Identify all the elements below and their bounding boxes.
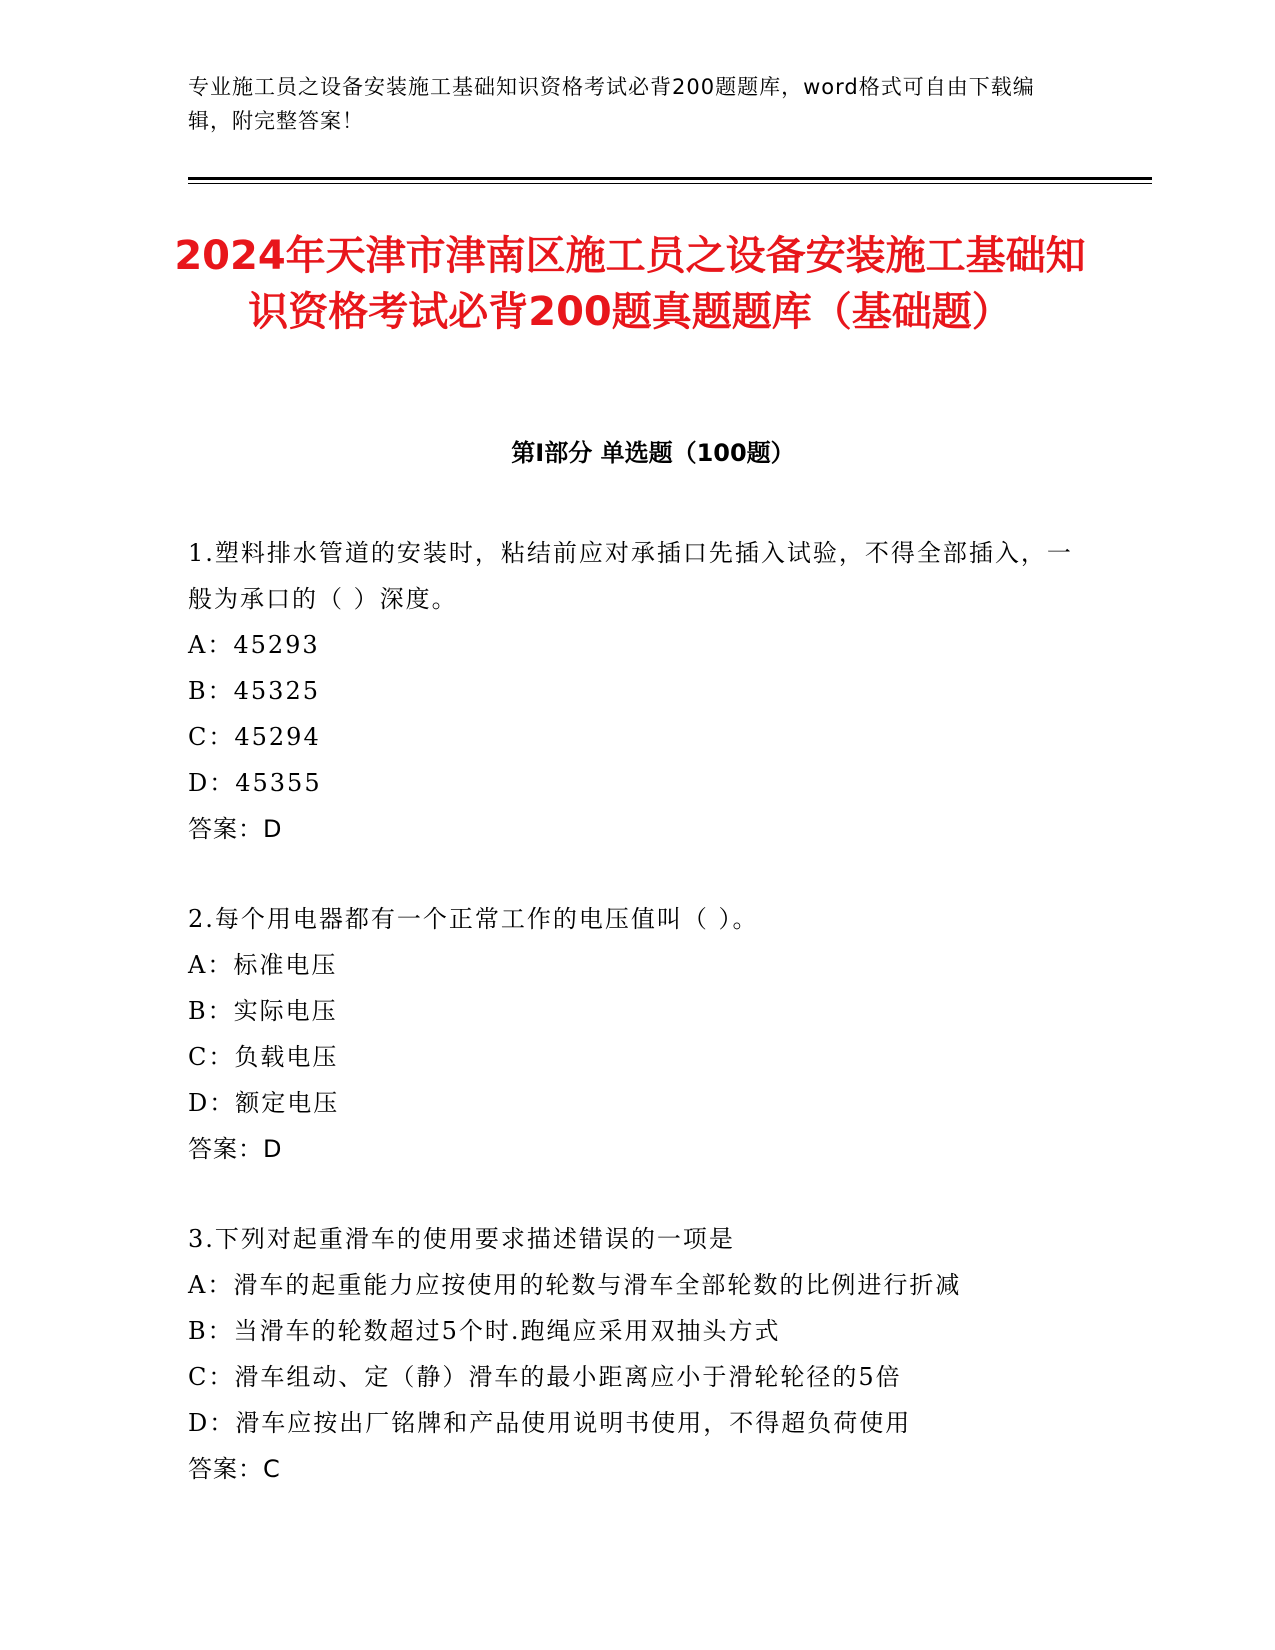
option-c: C：滑车组动、定（静）滑车的最小距离应小于滑轮轮径的5倍: [188, 1363, 902, 1391]
option-c: C：45294: [188, 723, 321, 751]
option-d: D：45355: [188, 769, 322, 797]
option-a: A：45293: [188, 631, 320, 659]
section-heading: 第I部分 单选题（100题）: [511, 439, 795, 467]
question-stem: 2.每个用电器都有一个正常工作的电压值叫（ ）。: [188, 905, 759, 933]
question-stem: 3.下列对起重滑车的使用要求描述错误的一项是: [188, 1225, 735, 1253]
question-list: [188, 530, 1078, 1536]
answer: 答案：C: [188, 1455, 281, 1483]
option-d: D：额定电压: [188, 1089, 340, 1117]
option-b: B：45325: [188, 677, 320, 705]
header-divider-thin: [188, 183, 1152, 184]
option-a: A：标准电压: [188, 951, 338, 979]
header-note: 专业施工员之设备安装施工基础知识资格考试必背200题题库，word格式可自由下载编辑，附完整答案！: [188, 75, 1035, 133]
option-b: B：当滑车的轮数超过5个时.跑绳应采用双抽头方式: [188, 1317, 781, 1345]
header-divider-thick: [188, 177, 1152, 180]
option-b: B：实际电压: [188, 997, 338, 1025]
option-c: C：负载电压: [188, 1043, 339, 1071]
answer: 答案：D: [188, 1135, 283, 1163]
option-a: A：滑车的起重能力应按使用的轮数与滑车全部轮数的比例进行折减: [188, 1271, 962, 1299]
answer: 答案：D: [188, 815, 283, 843]
option-d: D：滑车应按出厂铭牌和产品使用说明书使用，不得超负荷使用: [188, 1409, 912, 1437]
question-2: [188, 896, 1078, 1172]
question-3: [188, 1216, 1078, 1492]
document-title: 2024年天津市津南区施工员之设备安装施工基础知识资格考试必背200题真题题库（基础题）: [174, 233, 1086, 335]
question-stem: 1.塑料排水管道的安装时，粘结前应对承插口先插入试验，不得全部插入，一般为承口的（ ）深度。: [188, 539, 1073, 613]
question-1: [188, 530, 1078, 852]
